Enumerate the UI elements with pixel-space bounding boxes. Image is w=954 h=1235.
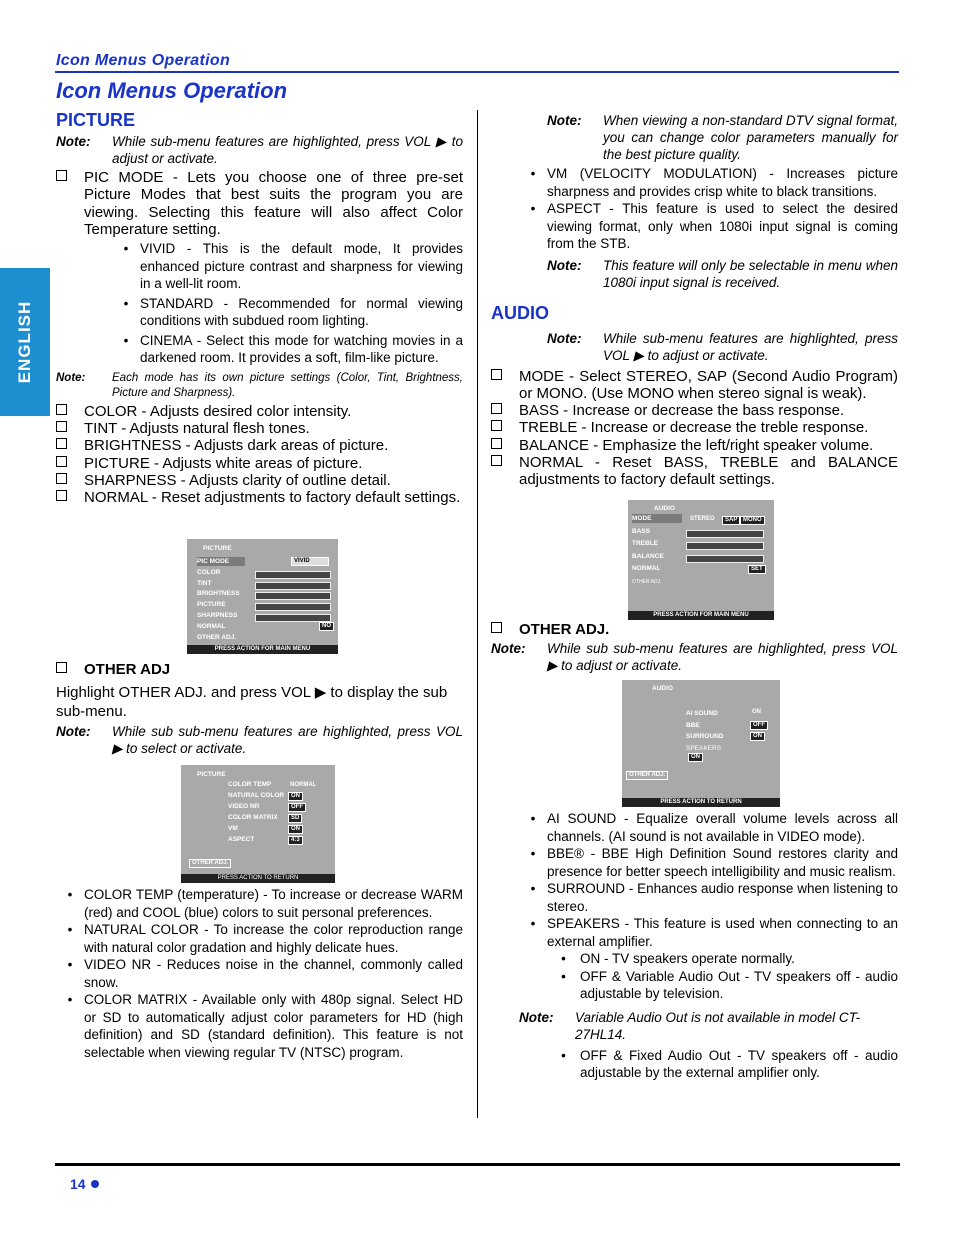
checkbox-icon — [491, 455, 502, 466]
running-header: Icon Menus Operation — [56, 52, 231, 69]
list-item: BASS - Increase or decrease the bass response. — [491, 402, 898, 419]
menu-title: AUDIO — [654, 505, 675, 512]
audio-mode-option: MONO — [740, 516, 765, 525]
list-item: NORMAL - Reset adjustments to factory default settings. — [56, 489, 463, 506]
other-adj-box: OTHER ADJ. — [626, 771, 668, 780]
audio-other-adj-bullets — [519, 810, 898, 1082]
picture-other-adj-bullets — [67, 886, 463, 1061]
checkbox-icon — [56, 438, 67, 449]
menu-row — [197, 622, 252, 631]
left-column — [56, 110, 463, 506]
column-divider — [477, 110, 478, 1118]
surround-item: • SURROUND - Enhances audio response when listening to stereo. — [530, 881, 898, 914]
menu-row-label: NORMAL — [197, 622, 226, 630]
menu-row-value: ON — [750, 732, 765, 741]
menu-row — [228, 802, 306, 811]
page-title: Icon Menus Operation — [56, 78, 288, 103]
audio-menu-image — [628, 500, 774, 620]
checkbox-icon — [56, 473, 67, 484]
menu-title: PICTURE — [203, 545, 232, 552]
menu-row — [686, 709, 750, 718]
list-item: • COLOR MATRIX - Available only with 480p signal. Select HD or SD to automatically adjust color parameters for HD (high definition) and SD (standard definition). This feature is not selectable when viewing regular TV (NTSC) program. — [67, 992, 463, 1060]
note: Note: Each mode has its own picture settings (Color, Tint, Brightness, Picture and Sharpness). — [56, 371, 463, 399]
menu-row — [632, 577, 688, 586]
menu-row — [228, 813, 302, 822]
list-item: PICTURE - Adjusts white areas of picture. — [56, 455, 463, 472]
menu-row — [632, 527, 688, 536]
language-tab-label: ENGLISH — [15, 300, 34, 384]
menu-row-label: BALANCE — [632, 552, 664, 560]
menu-row-label: OTHER ADJ. — [632, 578, 662, 585]
checkbox-icon — [491, 403, 502, 414]
picture-other-adj-menu-image — [181, 765, 335, 883]
menu-row-label: NATURAL COLOR — [228, 792, 285, 799]
mode-value: VIVID — [291, 557, 329, 566]
checkbox-icon — [56, 490, 67, 501]
menu-row-value: OFF — [750, 721, 768, 730]
menu-footer: PRESS ACTION FOR MAIN MENU — [187, 645, 338, 654]
set-value: SET — [748, 565, 766, 574]
menu-row — [632, 539, 688, 548]
other-adj-box: OTHER ADJ. — [189, 859, 231, 868]
menu-row-value: ON — [688, 753, 703, 762]
checkbox-icon — [56, 170, 67, 181]
checkbox-icon — [56, 456, 67, 467]
menu-row-label: OTHER ADJ. — [197, 633, 237, 641]
page-number: 14 — [70, 1176, 99, 1192]
menu-row-label: NORMAL — [632, 565, 661, 572]
section-picture: PICTURE — [56, 110, 136, 130]
slider-bar-icon — [255, 614, 331, 622]
right-column-mid — [491, 621, 898, 676]
slider-bar-icon — [255, 571, 331, 579]
footer-rule — [55, 1163, 900, 1166]
left-column-lower — [56, 661, 463, 759]
pic-mode-item: PIC MODE - Lets you choose one of three pre-set Picture Modes that best suits the program you are viewing. Selecting this feature will also affect Color Temperature setting. — [56, 169, 463, 238]
menu-row-value: 4:3 — [288, 836, 303, 845]
note: Note: While sub-menu features are highlighted, press VOL ▶ to adjust or activate. — [56, 134, 463, 166]
audio-mode-option: STEREO — [690, 516, 715, 522]
menu-row-label: COLOR MATRIX — [228, 814, 278, 821]
menu-footer: PRESS ACTION FOR MAIN MENU — [628, 611, 774, 620]
aspect-item: • ASPECT - This feature is used to select the desired viewing format, only when 1080i input signal is coming from the STB. — [530, 201, 898, 251]
menu-row-label: COLOR — [197, 568, 221, 576]
menu-row — [197, 557, 245, 566]
list-item: COLOR - Adjusts desired color intensity. — [56, 403, 463, 420]
menu-row-label: BRIGHTNESS — [197, 590, 240, 598]
menu-row-value: ON — [752, 709, 761, 715]
audio-mode-option: SAP — [722, 516, 740, 525]
slider-bar-icon — [255, 582, 331, 590]
menu-row-label: BASS — [632, 527, 651, 535]
picture-menu-image — [187, 539, 338, 654]
menu-row — [632, 564, 688, 573]
checkbox-icon — [56, 404, 67, 415]
list-item: BRIGHTNESS - Adjusts dark areas of picture. — [56, 437, 463, 454]
vivid-item: • VIVID - This is the default mode, It provides enhanced picture contrast and sharpness for viewing in a well-lit room. — [123, 241, 463, 292]
checkbox-icon — [491, 622, 502, 633]
audio-items-list — [491, 368, 898, 489]
menu-row-value: OFF — [288, 803, 306, 812]
speakers-off-fixed-item: • OFF & Fixed Audio Out - TV speakers off - audio adjustable by the external amplifier only. — [561, 1047, 898, 1080]
menu-row — [197, 589, 252, 598]
menu-title: PICTURE — [197, 771, 226, 778]
note: Note: While sub sub-menu features are highlighted, press VOL ▶ to select or activate. — [56, 724, 463, 757]
menu-row-label: TINT — [197, 579, 212, 587]
list-item: BALANCE - Emphasize the left/right speaker volume. — [491, 437, 898, 454]
ai-sound-item: • AI SOUND - Equalize overall volume levels across all channels. (AI sound is not available in VIDEO mode). — [530, 811, 898, 844]
menu-row-label: SHARPNESS — [197, 612, 238, 619]
header-rule — [55, 71, 899, 73]
speakers-off-var-item: • OFF & Variable Audio Out - TV speakers off - audio adjustable by television. — [561, 968, 898, 1001]
section-audio: AUDIO — [491, 302, 549, 323]
slider-bar-icon — [686, 530, 764, 538]
menu-footer: PRESS ACTION TO RETURN — [622, 798, 780, 807]
bullet-dot-icon — [91, 1180, 99, 1188]
menu-row-label: VM — [228, 825, 238, 832]
menu-row-value: ON — [288, 825, 303, 834]
menu-row — [632, 552, 688, 561]
menu-row-label: AI SOUND — [686, 710, 718, 717]
slider-bar-icon — [686, 542, 764, 550]
slider-bar-icon — [686, 555, 764, 563]
audio-other-adj-head: OTHER ADJ. — [491, 621, 898, 638]
menu-row — [197, 568, 252, 577]
menu-row-label: SPEAKERS — [686, 744, 722, 752]
menu-row-value: SD — [288, 814, 302, 823]
menu-row — [197, 611, 252, 620]
menu-row — [686, 744, 750, 753]
list-item: MODE - Select STEREO, SAP (Second Audio Program) or MONO. (Use MONO when stereo signal is weak). — [491, 368, 898, 403]
menu-row-label: PICTURE — [197, 601, 226, 609]
menu-row — [686, 732, 750, 741]
menu-row — [228, 835, 303, 844]
menu-row — [228, 824, 303, 833]
note: Note: This feature will only be selectable in menu when 1080i input signal is received. — [547, 257, 898, 290]
picture-items-list — [56, 403, 463, 507]
standard-item: • STANDARD - Recommended for normal viewing conditions with subdued room lighting. — [123, 295, 463, 329]
speakers-on-item: • ON - TV speakers operate normally. — [561, 951, 795, 966]
note: Note: While sub-menu features are highlighted, press VOL ▶ to adjust or activate. — [547, 330, 898, 363]
menu-row-value: ON — [288, 792, 303, 801]
menu-title: AUDIO — [652, 685, 673, 692]
language-tab — [0, 268, 50, 416]
checkbox-icon — [56, 421, 67, 432]
menu-row — [197, 600, 252, 609]
slider-bar-icon — [255, 592, 331, 600]
menu-row-label: MODE — [632, 515, 652, 522]
cinema-item: • CINEMA - Select this mode for watching movies in a darkened room. It provides a soft, film-like picture. — [123, 332, 463, 366]
bbe-item: • BBE® - BBE High Definition Sound restores clarity and presence for better speech intelligibility and music realism. — [530, 846, 898, 879]
list-item: TREBLE - Increase or decrease the treble response. — [491, 419, 898, 436]
speakers-item: • SPEAKERS - This feature is used when connecting to an external amplifier. — [530, 916, 898, 949]
note: Note: While sub sub-menu features are highlighted, press VOL ▶ to adjust or activate. — [491, 641, 898, 674]
menu-row-label: PIC MODE — [197, 558, 230, 565]
menu-row — [686, 721, 750, 730]
right-column — [491, 110, 898, 489]
checkbox-icon — [56, 662, 67, 673]
other-adj-head: OTHER ADJ — [56, 661, 463, 678]
checkbox-icon — [491, 420, 502, 431]
menu-row-value: NORMAL — [290, 782, 317, 788]
menu-row-label: COLOR TEMP — [228, 781, 272, 788]
list-item: • COLOR TEMP (temperature) - To increase or decrease WARM (red) and COOL (blue) colors to suit personal preferences. — [67, 887, 463, 920]
checkbox-icon — [491, 369, 502, 380]
menu-row — [228, 780, 318, 789]
list-item: • NATURAL COLOR - To increase the color reproduction range with natural color gradation and highly delicate hues. — [67, 922, 463, 955]
menu-row — [228, 791, 303, 800]
slider-bar-icon — [255, 603, 331, 611]
list-item: NORMAL - Reset BASS, TREBLE and BALANCE adjustments to factory default settings. — [491, 454, 898, 489]
menu-row-label: BBE — [686, 721, 700, 729]
menu-row-label: SURROUND — [686, 733, 724, 740]
menu-row — [197, 579, 252, 588]
list-item: • VIDEO NR - Reduces noise in the channel, commonly called snow. — [67, 957, 463, 990]
menu-row — [632, 514, 682, 523]
note: Note: Variable Audio Out is not available in model CT-27HL14. — [519, 1009, 861, 1042]
normal-value: NO — [319, 622, 334, 631]
menu-row-label: TREBLE — [632, 540, 658, 547]
menu-footer: PRESS ACTION TO RETURN — [181, 874, 335, 883]
audio-other-adj-menu-image — [622, 680, 780, 807]
checkbox-icon — [491, 438, 502, 449]
menu-row-label: ASPECT — [228, 836, 255, 843]
list-item: TINT - Adjusts natural flesh tones. — [56, 420, 463, 437]
other-adj-text: Highlight OTHER ADJ. and press VOL ▶ to display the sub sub-menu. — [56, 684, 448, 721]
vm-item: • VM (VELOCITY MODULATION) - Increases picture sharpness and provides crisp white to black transitions. — [530, 166, 898, 199]
menu-row-label: VIDEO NR — [228, 803, 260, 810]
list-item: SHARPNESS - Adjusts clarity of outline detail. — [56, 472, 463, 489]
note: Note: When viewing a non-standard DTV signal format, you can change color parameters manually for the best picture quality. — [547, 113, 898, 162]
menu-row — [197, 633, 252, 642]
